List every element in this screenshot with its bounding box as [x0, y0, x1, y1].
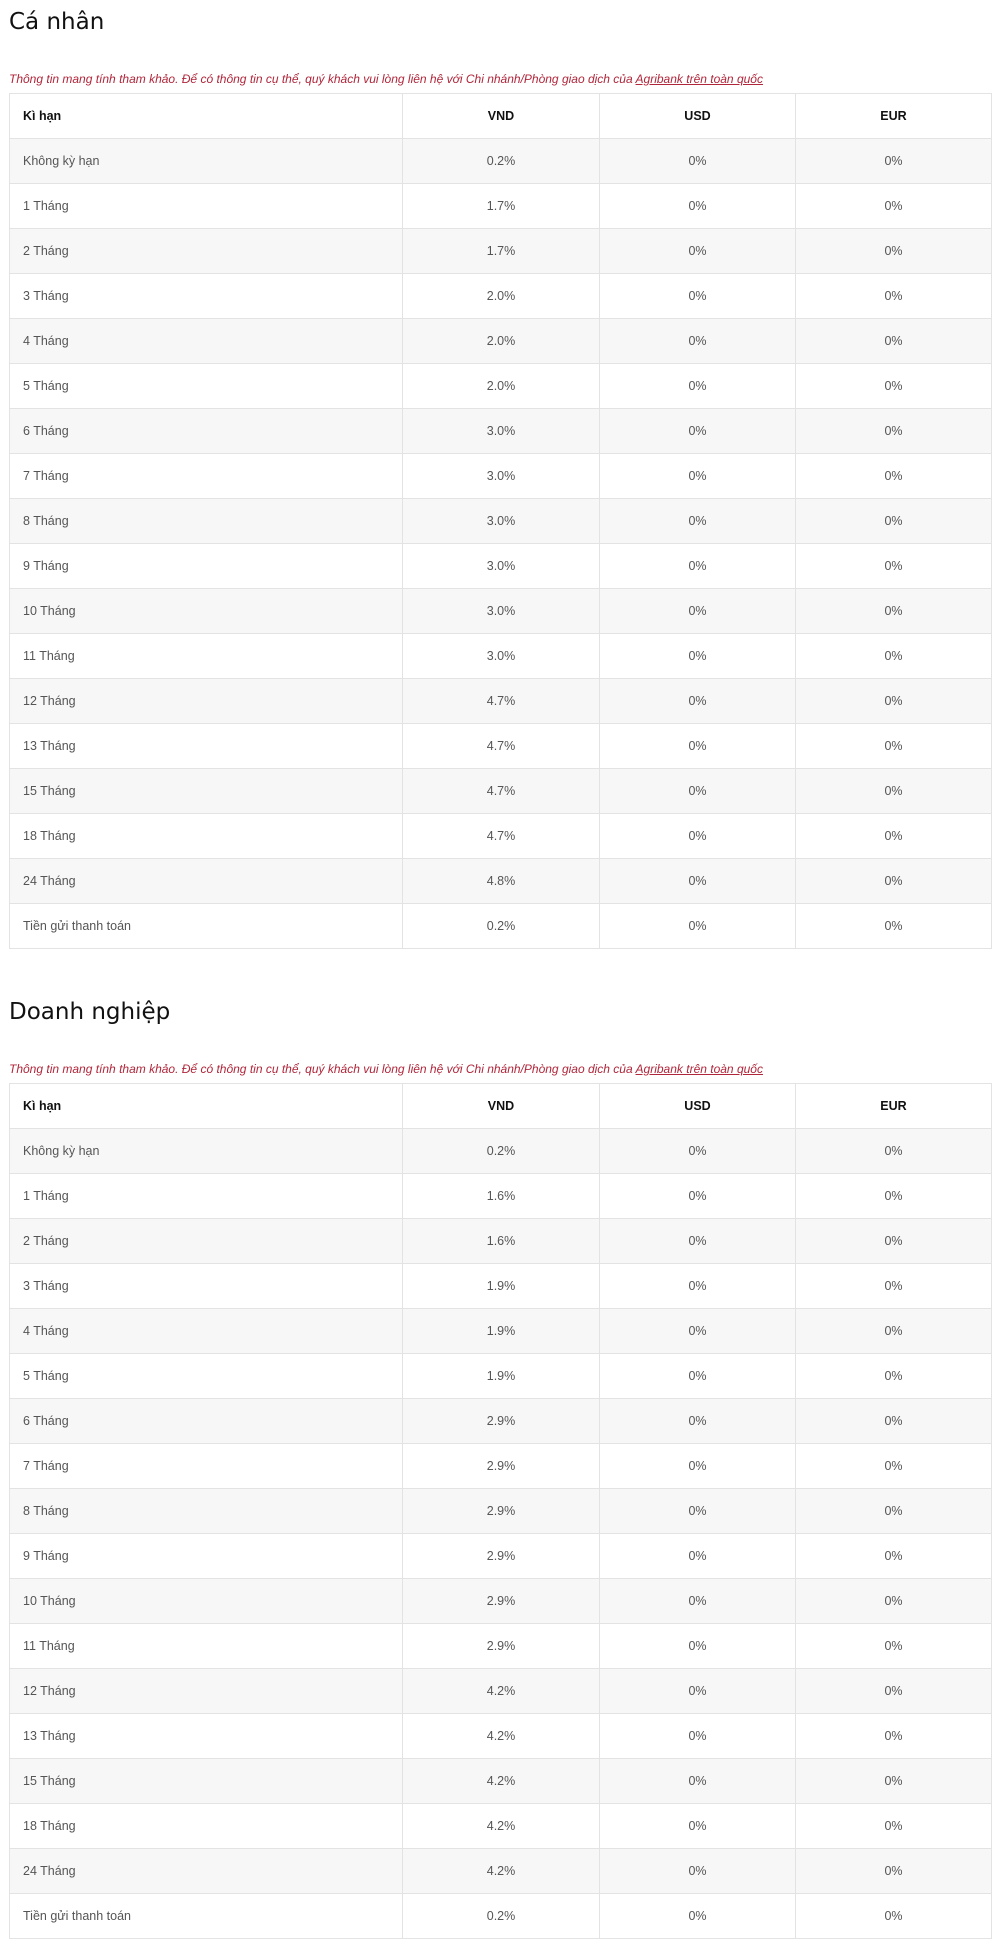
vnd-rate-cell: 4.7%: [403, 814, 600, 859]
term-cell: 4 Tháng: [10, 319, 403, 364]
term-cell: Không kỳ hạn: [10, 139, 403, 184]
eur-rate-cell: 0%: [796, 454, 992, 499]
vnd-rate-cell: 2.9%: [403, 1534, 600, 1579]
eur-rate-cell: 0%: [796, 409, 992, 454]
eur-rate-cell: 0%: [796, 769, 992, 814]
table-row: [10, 1129, 992, 1174]
table-row: [10, 769, 992, 814]
eur-rate-cell: 0%: [796, 814, 992, 859]
vnd-rate-cell: 2.9%: [403, 1444, 600, 1489]
vnd-rate-cell: 1.9%: [403, 1309, 600, 1354]
table-row: [10, 139, 992, 184]
eur-rate-cell: 0%: [796, 139, 992, 184]
eur-rate-cell: 0%: [796, 589, 992, 634]
eur-rate-cell: 0%: [796, 1174, 992, 1219]
usd-rate-cell: 0%: [600, 1714, 796, 1759]
vnd-rate-cell: 2.9%: [403, 1624, 600, 1669]
eur-rate-cell: 0%: [796, 679, 992, 724]
table-row: [10, 859, 992, 904]
eur-rate-cell: 0%: [796, 1624, 992, 1669]
eur-rate-cell: 0%: [796, 274, 992, 319]
vnd-rate-cell: 0.2%: [403, 904, 600, 949]
eur-rate-cell: 0%: [796, 1849, 992, 1894]
vnd-rate-cell: 2.9%: [403, 1579, 600, 1624]
eur-rate-cell: 0%: [796, 1714, 992, 1759]
vnd-rate-cell: 4.7%: [403, 679, 600, 724]
usd-rate-cell: 0%: [600, 1129, 796, 1174]
header-usd: USD: [600, 94, 796, 139]
usd-rate-cell: 0%: [600, 229, 796, 274]
eur-rate-cell: 0%: [796, 1669, 992, 1714]
table-body: [10, 1129, 992, 1939]
term-cell: 12 Tháng: [10, 1669, 403, 1714]
usd-rate-cell: 0%: [600, 184, 796, 229]
usd-rate-cell: 0%: [600, 814, 796, 859]
eur-rate-cell: 0%: [796, 634, 992, 679]
disclaimer-text: Thông tin mang tính tham khảo. Để có thông tin cụ thể, quý khách vui lòng liên hệ với Chi nhánh/Phòng giao dịch của: [9, 1062, 636, 1076]
term-cell: 9 Tháng: [10, 1534, 403, 1579]
table-row: [10, 1669, 992, 1714]
term-cell: Tiền gửi thanh toán: [10, 1894, 403, 1939]
usd-rate-cell: 0%: [600, 409, 796, 454]
term-cell: 11 Tháng: [10, 634, 403, 679]
term-cell: 15 Tháng: [10, 1759, 403, 1804]
header-term: Kì hạn: [10, 1084, 403, 1129]
table-row: [10, 184, 992, 229]
term-cell: 18 Tháng: [10, 1804, 403, 1849]
header-eur: EUR: [796, 1084, 992, 1129]
header-vnd: VND: [403, 1084, 600, 1129]
vnd-rate-cell: 3.0%: [403, 409, 600, 454]
table-row: [10, 1219, 992, 1264]
agribank-branches-link[interactable]: Agribank trên toàn quốc: [635, 72, 763, 86]
term-cell: 18 Tháng: [10, 814, 403, 859]
usd-rate-cell: 0%: [600, 1264, 796, 1309]
eur-rate-cell: 0%: [796, 1489, 992, 1534]
table-row: [10, 1894, 992, 1939]
term-cell: 10 Tháng: [10, 1579, 403, 1624]
term-cell: 6 Tháng: [10, 409, 403, 454]
usd-rate-cell: 0%: [600, 454, 796, 499]
table-row: [10, 679, 992, 724]
table-header-row: [10, 1084, 992, 1129]
term-cell: 13 Tháng: [10, 1714, 403, 1759]
table-row: [10, 904, 992, 949]
term-cell: 5 Tháng: [10, 364, 403, 409]
eur-rate-cell: 0%: [796, 1579, 992, 1624]
table-row: [10, 1309, 992, 1354]
agribank-branches-link[interactable]: Agribank trên toàn quốc: [635, 1062, 763, 1076]
vnd-rate-cell: 3.0%: [403, 589, 600, 634]
term-cell: 2 Tháng: [10, 229, 403, 274]
vnd-rate-cell: 0.2%: [403, 1894, 600, 1939]
section-title: Cá nhân: [9, 9, 105, 35]
usd-rate-cell: 0%: [600, 769, 796, 814]
header-vnd: VND: [403, 94, 600, 139]
vnd-rate-cell: 1.7%: [403, 229, 600, 274]
usd-rate-cell: 0%: [600, 1174, 796, 1219]
term-cell: 1 Tháng: [10, 1174, 403, 1219]
usd-rate-cell: 0%: [600, 1804, 796, 1849]
vnd-rate-cell: 2.9%: [403, 1399, 600, 1444]
vnd-rate-cell: 1.6%: [403, 1174, 600, 1219]
table-row: [10, 1534, 992, 1579]
vnd-rate-cell: 1.9%: [403, 1264, 600, 1309]
table-row: [10, 1174, 992, 1219]
table-row: [10, 319, 992, 364]
eur-rate-cell: 0%: [796, 1219, 992, 1264]
vnd-rate-cell: 3.0%: [403, 634, 600, 679]
table-row: [10, 229, 992, 274]
usd-rate-cell: 0%: [600, 1489, 796, 1534]
term-cell: 4 Tháng: [10, 1309, 403, 1354]
vnd-rate-cell: 3.0%: [403, 544, 600, 589]
term-cell: Không kỳ hạn: [10, 1129, 403, 1174]
vnd-rate-cell: 4.2%: [403, 1759, 600, 1804]
usd-rate-cell: 0%: [600, 1759, 796, 1804]
usd-rate-cell: 0%: [600, 364, 796, 409]
disclaimer-notice: [9, 72, 763, 86]
table-row: [10, 1804, 992, 1849]
usd-rate-cell: 0%: [600, 1579, 796, 1624]
table-row: [10, 1354, 992, 1399]
vnd-rate-cell: 4.8%: [403, 859, 600, 904]
usd-rate-cell: 0%: [600, 499, 796, 544]
vnd-rate-cell: 4.2%: [403, 1669, 600, 1714]
table-row: [10, 1444, 992, 1489]
term-cell: 13 Tháng: [10, 724, 403, 769]
vnd-rate-cell: 4.2%: [403, 1804, 600, 1849]
table-header-row: [10, 94, 992, 139]
usd-rate-cell: 0%: [600, 1849, 796, 1894]
table-row: [10, 1489, 992, 1534]
table-row: [10, 814, 992, 859]
usd-rate-cell: 0%: [600, 634, 796, 679]
term-cell: 3 Tháng: [10, 274, 403, 319]
table-row: [10, 499, 992, 544]
eur-rate-cell: 0%: [796, 544, 992, 589]
eur-rate-cell: 0%: [796, 904, 992, 949]
term-cell: 15 Tháng: [10, 769, 403, 814]
eur-rate-cell: 0%: [796, 724, 992, 769]
usd-rate-cell: 0%: [600, 1894, 796, 1939]
eur-rate-cell: 0%: [796, 1759, 992, 1804]
table-row: [10, 409, 992, 454]
term-cell: 11 Tháng: [10, 1624, 403, 1669]
term-cell: 5 Tháng: [10, 1354, 403, 1399]
usd-rate-cell: 0%: [600, 904, 796, 949]
disclaimer-notice: [9, 1062, 763, 1076]
eur-rate-cell: 0%: [796, 319, 992, 364]
usd-rate-cell: 0%: [600, 1444, 796, 1489]
vnd-rate-cell: 2.0%: [403, 364, 600, 409]
table-row: [10, 454, 992, 499]
table-row: [10, 589, 992, 634]
vnd-rate-cell: 3.0%: [403, 499, 600, 544]
vnd-rate-cell: 2.0%: [403, 274, 600, 319]
table-row: [10, 724, 992, 769]
table-row: [10, 1849, 992, 1894]
table-row: [10, 1714, 992, 1759]
eur-rate-cell: 0%: [796, 1399, 992, 1444]
eur-rate-cell: 0%: [796, 499, 992, 544]
term-cell: 9 Tháng: [10, 544, 403, 589]
usd-rate-cell: 0%: [600, 1354, 796, 1399]
usd-rate-cell: 0%: [600, 544, 796, 589]
eur-rate-cell: 0%: [796, 859, 992, 904]
term-cell: 1 Tháng: [10, 184, 403, 229]
eur-rate-cell: 0%: [796, 1444, 992, 1489]
table-row: [10, 274, 992, 319]
table-row: [10, 634, 992, 679]
vnd-rate-cell: 2.0%: [403, 319, 600, 364]
header-usd: USD: [600, 1084, 796, 1129]
term-cell: 8 Tháng: [10, 499, 403, 544]
usd-rate-cell: 0%: [600, 724, 796, 769]
eur-rate-cell: 0%: [796, 1309, 992, 1354]
table-row: [10, 1399, 992, 1444]
section-title: Doanh nghiệp: [9, 999, 171, 1025]
term-cell: 24 Tháng: [10, 1849, 403, 1894]
table-row: [10, 1624, 992, 1669]
eur-rate-cell: 0%: [796, 1534, 992, 1579]
term-cell: 7 Tháng: [10, 454, 403, 499]
usd-rate-cell: 0%: [600, 139, 796, 184]
usd-rate-cell: 0%: [600, 274, 796, 319]
vnd-rate-cell: 4.7%: [403, 724, 600, 769]
table-row: [10, 544, 992, 589]
vnd-rate-cell: 4.7%: [403, 769, 600, 814]
vnd-rate-cell: 2.9%: [403, 1489, 600, 1534]
table-row: [10, 364, 992, 409]
eur-rate-cell: 0%: [796, 184, 992, 229]
header-eur: EUR: [796, 94, 992, 139]
eur-rate-cell: 0%: [796, 1804, 992, 1849]
vnd-rate-cell: 1.7%: [403, 184, 600, 229]
table-body: [10, 139, 992, 949]
eur-rate-cell: 0%: [796, 229, 992, 274]
term-cell: 8 Tháng: [10, 1489, 403, 1534]
term-cell: 6 Tháng: [10, 1399, 403, 1444]
usd-rate-cell: 0%: [600, 589, 796, 634]
header-term: Kì hạn: [10, 94, 403, 139]
usd-rate-cell: 0%: [600, 319, 796, 364]
vnd-rate-cell: 0.2%: [403, 139, 600, 184]
term-cell: 7 Tháng: [10, 1444, 403, 1489]
table-row: [10, 1264, 992, 1309]
term-cell: 12 Tháng: [10, 679, 403, 724]
usd-rate-cell: 0%: [600, 1624, 796, 1669]
term-cell: 3 Tháng: [10, 1264, 403, 1309]
disclaimer-text: Thông tin mang tính tham khảo. Để có thông tin cụ thể, quý khách vui lòng liên hệ với Chi nhánh/Phòng giao dịch của: [9, 72, 636, 86]
vnd-rate-cell: 4.2%: [403, 1714, 600, 1759]
vnd-rate-cell: 0.2%: [403, 1129, 600, 1174]
vnd-rate-cell: 4.2%: [403, 1849, 600, 1894]
term-cell: Tiền gửi thanh toán: [10, 904, 403, 949]
section-doanh-nghiep: [9, 990, 991, 1923]
usd-rate-cell: 0%: [600, 1399, 796, 1444]
eur-rate-cell: 0%: [796, 364, 992, 409]
vnd-rate-cell: 1.9%: [403, 1354, 600, 1399]
usd-rate-cell: 0%: [600, 1219, 796, 1264]
term-cell: 24 Tháng: [10, 859, 403, 904]
vnd-rate-cell: 1.6%: [403, 1219, 600, 1264]
usd-rate-cell: 0%: [600, 1669, 796, 1714]
interest-rate-table: [9, 1083, 992, 1939]
table-row: [10, 1579, 992, 1624]
term-cell: 2 Tháng: [10, 1219, 403, 1264]
interest-rate-table: [9, 93, 992, 949]
table-row: [10, 1759, 992, 1804]
eur-rate-cell: 0%: [796, 1129, 992, 1174]
usd-rate-cell: 0%: [600, 1309, 796, 1354]
eur-rate-cell: 0%: [796, 1264, 992, 1309]
usd-rate-cell: 0%: [600, 859, 796, 904]
usd-rate-cell: 0%: [600, 1534, 796, 1579]
section-ca-nhan: [9, 0, 991, 933]
eur-rate-cell: 0%: [796, 1894, 992, 1939]
vnd-rate-cell: 3.0%: [403, 454, 600, 499]
term-cell: 10 Tháng: [10, 589, 403, 634]
eur-rate-cell: 0%: [796, 1354, 992, 1399]
usd-rate-cell: 0%: [600, 679, 796, 724]
